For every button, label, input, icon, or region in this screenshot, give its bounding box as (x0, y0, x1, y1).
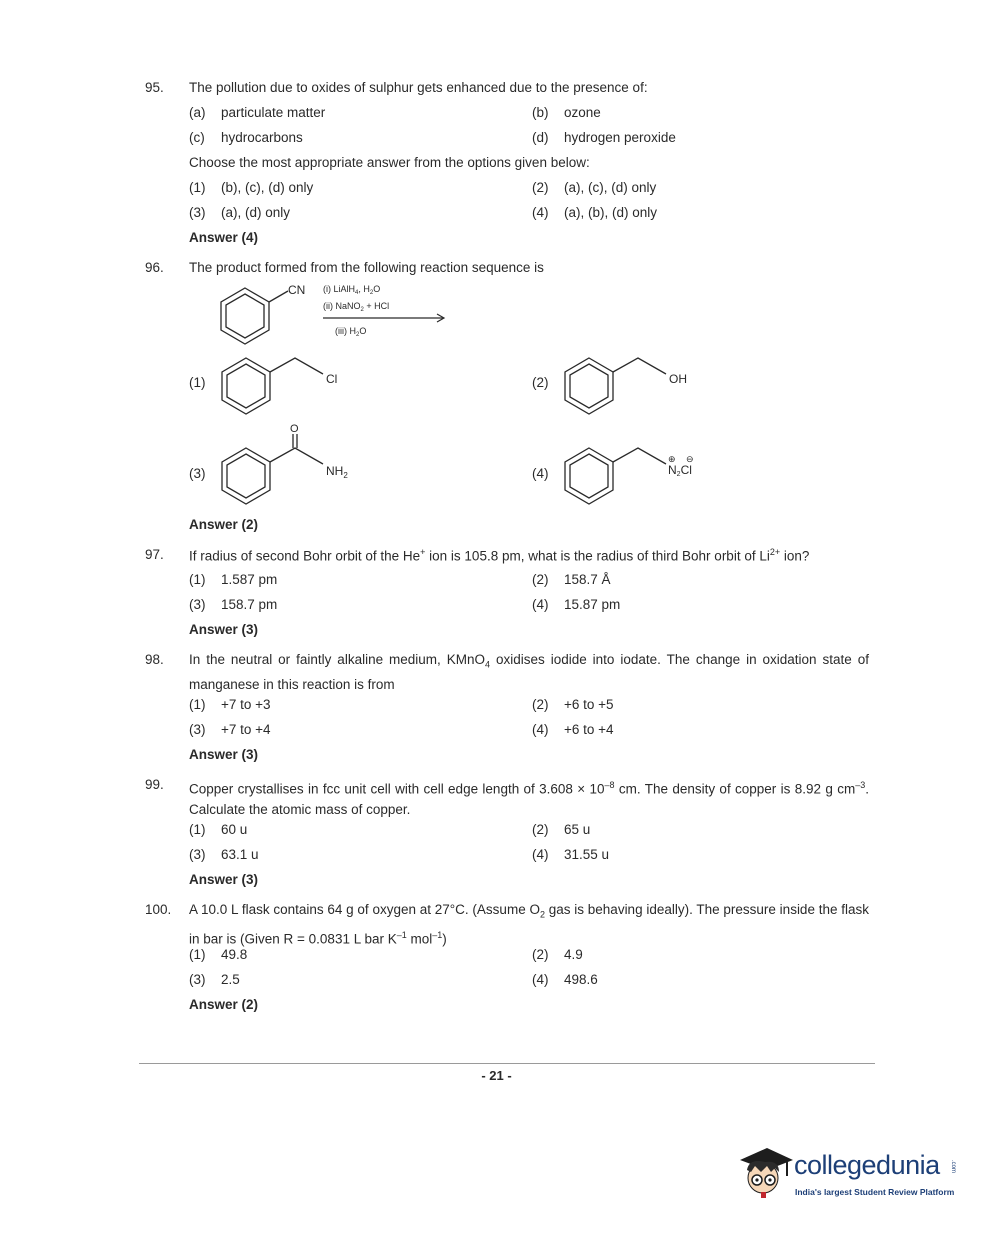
option-3: (3) 63.1 u (189, 847, 259, 862)
brand-logo-text: collegedunia (794, 1150, 940, 1180)
item-d: (d) hydrogen peroxide (532, 130, 676, 145)
question-number-96: 96. (145, 260, 164, 275)
option-4-label: (4) (532, 466, 549, 481)
svg-text:(ii) NaNO2 + HCl: (ii) NaNO$_2$ + HCl (323, 301, 390, 313)
option-1: (1) (b), (c), (d) only (189, 180, 314, 195)
svg-text:(iii) H2O: (iii) $H_2O$ (335, 326, 367, 338)
svg-text:⊕: ⊕ (668, 454, 676, 464)
option-4: (4) (a), (b), (d) only (532, 205, 658, 220)
svg-text:NH2: $NH_2$ (326, 464, 348, 480)
option-1: (1) 49.8 (189, 947, 248, 962)
answer-100: Answer (2) (189, 997, 259, 1012)
option-4: (4) 498.6 (532, 972, 598, 987)
option-3: (3) 2.5 (189, 972, 240, 987)
option-1: (1) 60 u (189, 822, 248, 837)
question-number-95: 95. (145, 80, 164, 95)
svg-text:⊖: ⊖ (686, 454, 694, 464)
item-a: (a) particulate matter (189, 105, 326, 120)
question-stem-98: In the neutral or faintly alkaline medium, KMnO$_4$ oxidises iodide into iodate. The change in oxidation state of manganese in this reaction is from (189, 652, 869, 692)
option-2: (2) 4.9 (532, 947, 583, 962)
item-b: (b) ozone (532, 105, 601, 120)
answer-97: Answer (3) (189, 622, 259, 637)
svg-text:N2Cl: N2Cl (668, 463, 692, 478)
question-stem-100: A 10.0 L flask contains 64 g of oxygen at 27°C. (Assume $O_2$ gas is behaving ideally). The pressure inside the flask in bar is (Given R = 0.0831 L bar $K^{-1}$ mol$^{-1}$) (189, 902, 869, 947)
option-3: (3) 158.7 pm (189, 597, 278, 612)
answer-95: Answer (4) (189, 230, 259, 245)
option-3-label: (3) (189, 466, 206, 481)
svg-text:(i) LiAlH4, H2O: (i) LiAlH$_4$, $H_2O$ (323, 284, 381, 296)
instruction-text: Choose the most appropriate answer from the options given below: (189, 155, 590, 170)
option-2: (2) 158.7 Å (532, 572, 611, 587)
option-4-structure (558, 440, 708, 510)
brand-logo-com: .com (950, 1160, 956, 1174)
option-2-structure (558, 350, 708, 420)
question-number-100: 100. (145, 902, 172, 917)
answer-98: Answer (3) (189, 747, 259, 762)
option-4: (4) 15.87 pm (532, 597, 621, 612)
option-3: (3) +7 to +4 (189, 722, 271, 737)
option-1: (1) 1.587 pm (189, 572, 278, 587)
svg-text:OH: OH (669, 372, 687, 386)
item-c: (c) hydrocarbons (189, 130, 303, 145)
question-stem-99: Copper crystallises in fcc unit cell with cell edge length of $3.608 \times 10^{-8}$ cm. The density of copper is 8.92 g $cm^{-3}$. Calculate the atomic mass of copper. (189, 780, 869, 817)
mascot-logo-icon (735, 1140, 795, 1205)
question-number-99: 99. (145, 777, 164, 792)
footer-divider (139, 1063, 875, 1064)
option-2: (2) 65 u (532, 822, 591, 837)
option-2-label: (2) (532, 375, 549, 390)
question-stem-97: If radius of second Bohr orbit of the He+ ion is 105.8 pm, what is the radius of third Bohr orbit of $Li^{2+}$ ion? (189, 547, 810, 564)
svg-text:O: O (290, 423, 299, 435)
benzene-ring (221, 288, 288, 344)
reaction-scheme (210, 280, 460, 350)
svg-text:Cl: Cl (326, 372, 338, 386)
answer-99: Answer (3) (189, 872, 259, 887)
option-1: (1) +7 to +3 (189, 697, 271, 712)
option-2: (2) +6 to +5 (532, 697, 614, 712)
option-4: (4) 31.55 u (532, 847, 610, 862)
option-3: (3) (a), (d) only (189, 205, 291, 220)
option-2: (2) (a), (c), (d) only (532, 180, 657, 195)
question-stem-95: The pollution due to oxides of sulphur gets enhanced due to the presence of: (189, 80, 648, 95)
option-1-structure (215, 350, 355, 420)
question-stem-96: The product formed from the following reaction sequence is (189, 260, 544, 275)
option-3-structure (215, 420, 365, 510)
option-4: (4) +6 to +4 (532, 722, 614, 737)
brand-tagline: India's largest Student Review Platform (795, 1187, 955, 1197)
answer-96: Answer (2) (189, 517, 259, 532)
option-1-label: (1) (189, 375, 206, 390)
page-number: - 21 - (481, 1068, 512, 1083)
cyano-group: CN (288, 283, 306, 297)
question-number-98: 98. (145, 652, 164, 667)
question-number-97: 97. (145, 547, 164, 562)
